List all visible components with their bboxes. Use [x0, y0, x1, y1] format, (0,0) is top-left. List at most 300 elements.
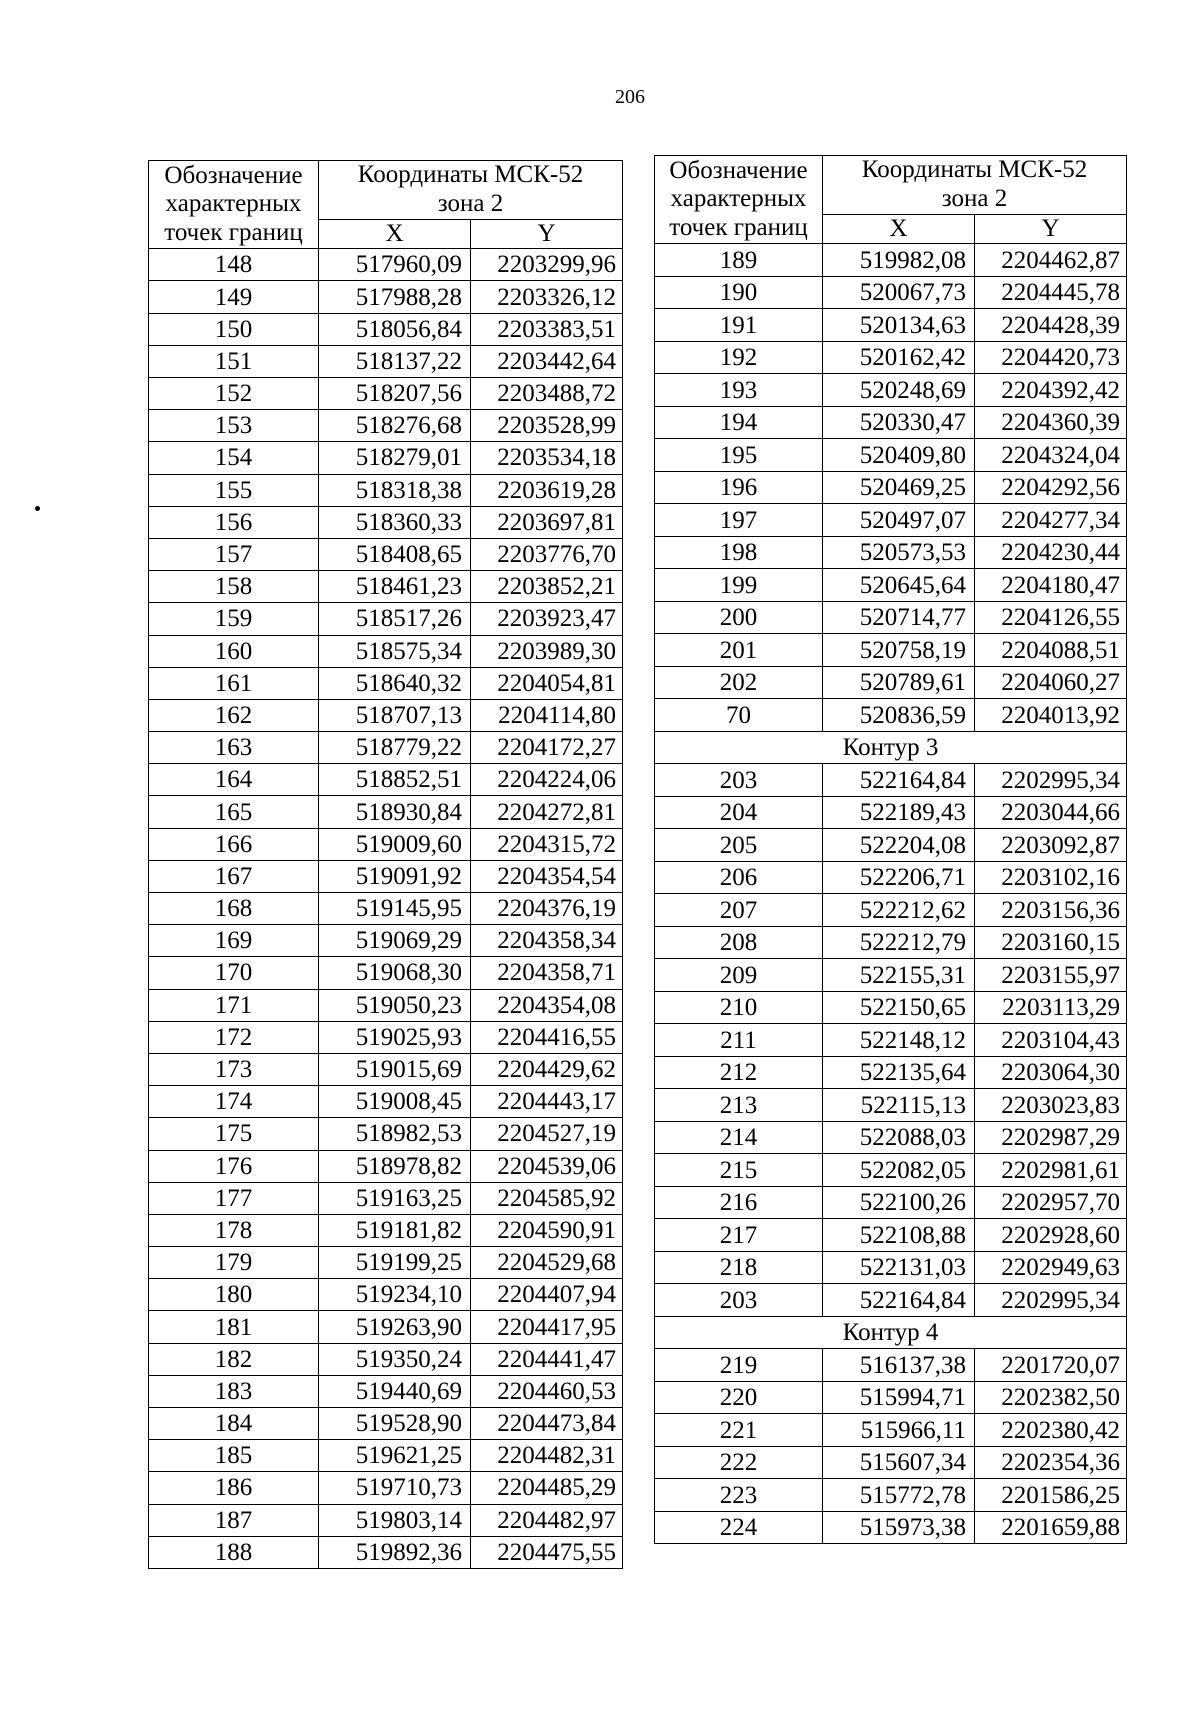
table-row — [655, 1349, 1127, 1382]
y-value: 2204358,34 — [471, 925, 623, 957]
point-id: 223 — [655, 1479, 823, 1512]
x-value: 518779,22 — [319, 732, 471, 764]
table-row — [149, 667, 623, 699]
designation-line: точек границ — [669, 214, 808, 241]
x-value: 519163,25 — [319, 1182, 471, 1214]
table-row — [149, 1279, 623, 1311]
x-value: 519263,90 — [319, 1311, 471, 1343]
point-id: 164 — [149, 764, 319, 796]
table-row — [149, 957, 623, 989]
y-value: 2201720,07 — [975, 1349, 1127, 1382]
table-row — [655, 1219, 1127, 1252]
point-id: 187 — [149, 1504, 319, 1536]
y-value: 2203852,21 — [471, 571, 623, 603]
y-value: 2204416,55 — [471, 1021, 623, 1053]
x-value: 518575,34 — [319, 635, 471, 667]
y-value: 2204482,31 — [471, 1440, 623, 1472]
table-row — [149, 925, 623, 957]
table-row — [655, 1446, 1127, 1479]
table-row — [655, 276, 1127, 309]
y-value: 2204392,42 — [975, 374, 1127, 407]
x-value: 518360,33 — [319, 506, 471, 538]
table-row — [655, 634, 1127, 667]
x-value: 517960,09 — [319, 249, 471, 281]
table-row — [655, 1154, 1127, 1187]
table-row — [149, 506, 623, 538]
y-value: 2204360,39 — [975, 406, 1127, 439]
x-value: 520330,47 — [823, 406, 975, 439]
point-id: 155 — [149, 474, 319, 506]
designation-line: Обозначение — [669, 156, 808, 184]
table-row — [655, 1121, 1127, 1154]
point-id: 202 — [655, 666, 823, 699]
x-value: 520497,07 — [823, 504, 975, 537]
y-value: 2204407,94 — [471, 1279, 623, 1311]
y-value: 2203299,96 — [471, 249, 623, 281]
point-id: 196 — [655, 471, 823, 504]
table-row — [149, 1311, 623, 1343]
y-value: 2204126,55 — [975, 601, 1127, 634]
coordinates-table-right — [654, 155, 1127, 1544]
y-value: 2204180,47 — [975, 569, 1127, 602]
contour-title-row — [655, 1316, 1127, 1349]
y-value: 2202380,42 — [975, 1414, 1127, 1447]
table-row — [655, 536, 1127, 569]
table-row — [149, 313, 623, 345]
table-row — [149, 1086, 623, 1118]
point-id: 198 — [655, 536, 823, 569]
point-id: 216 — [655, 1186, 823, 1219]
y-value: 2204224,06 — [471, 764, 623, 796]
point-id: 205 — [655, 829, 823, 862]
point-id: 159 — [149, 603, 319, 635]
x-value: 519199,25 — [319, 1247, 471, 1279]
y-value: 2203528,99 — [471, 410, 623, 442]
table-row — [655, 1414, 1127, 1447]
point-id: 177 — [149, 1182, 319, 1214]
y-value: 2204443,17 — [471, 1086, 623, 1118]
point-id: 211 — [655, 1024, 823, 1057]
y-value: 2204462,87 — [975, 244, 1127, 277]
table-row — [149, 1053, 623, 1085]
table-row — [655, 406, 1127, 439]
x-value: 522204,08 — [823, 829, 975, 862]
coordinates-header — [823, 156, 1127, 215]
x-value: 518207,56 — [319, 378, 471, 410]
x-value: 520758,19 — [823, 634, 975, 667]
point-id: 193 — [655, 374, 823, 407]
y-value: 2203697,81 — [471, 506, 623, 538]
table-row — [149, 378, 623, 410]
y-value: 2204429,62 — [471, 1053, 623, 1085]
y-value: 2204230,44 — [975, 536, 1127, 569]
x-value: 522150,65 — [823, 991, 975, 1024]
y-value: 2204272,81 — [471, 796, 623, 828]
coordinates-header-line2: зона 2 — [437, 189, 504, 217]
point-id: 183 — [149, 1375, 319, 1407]
table-row — [655, 829, 1127, 862]
x-value: 515966,11 — [823, 1414, 975, 1447]
coordinates-header-line1: Координаты МСК-52 — [861, 156, 1088, 183]
x-value: 519528,90 — [319, 1408, 471, 1440]
table-row — [655, 244, 1127, 277]
coordinates-table-left — [148, 160, 623, 1569]
table-row — [149, 1408, 623, 1440]
table-row — [655, 991, 1127, 1024]
x-value: 520134,63 — [823, 309, 975, 342]
point-id: 167 — [149, 860, 319, 892]
x-value: 522115,13 — [823, 1089, 975, 1122]
point-id: 182 — [149, 1343, 319, 1375]
point-id: 191 — [655, 309, 823, 342]
y-value: 2204585,92 — [471, 1182, 623, 1214]
y-value: 2203619,28 — [471, 474, 623, 506]
table-row — [149, 1472, 623, 1504]
y-header: Y — [471, 219, 623, 249]
x-value: 520469,25 — [823, 471, 975, 504]
x-value: 522206,71 — [823, 861, 975, 894]
table-row — [655, 1024, 1127, 1057]
x-value: 518461,23 — [319, 571, 471, 603]
table-row — [149, 603, 623, 635]
x-value: 519440,69 — [319, 1375, 471, 1407]
point-id: 194 — [655, 406, 823, 439]
point-id: 161 — [149, 667, 319, 699]
y-value: 2202928,60 — [975, 1219, 1127, 1252]
table-row — [149, 635, 623, 667]
x-value: 515772,78 — [823, 1479, 975, 1512]
x-value: 518318,38 — [319, 474, 471, 506]
y-value: 2203383,51 — [471, 313, 623, 345]
x-value: 522131,03 — [823, 1251, 975, 1284]
y-value: 2204527,19 — [471, 1118, 623, 1150]
designation-header — [655, 156, 823, 244]
point-id: 179 — [149, 1247, 319, 1279]
table-row — [149, 1214, 623, 1246]
y-value: 2203326,12 — [471, 281, 623, 313]
point-id: 203 — [655, 764, 823, 797]
table-row — [655, 764, 1127, 797]
table-row — [655, 1251, 1127, 1284]
x-value: 519015,69 — [319, 1053, 471, 1085]
table-row — [149, 893, 623, 925]
coordinates-header-line1: Координаты МСК-52 — [357, 161, 584, 188]
point-id: 162 — [149, 699, 319, 731]
y-value: 2204376,19 — [471, 893, 623, 925]
point-id: 215 — [655, 1154, 823, 1187]
table-row — [149, 1021, 623, 1053]
table-row — [655, 1186, 1127, 1219]
table-row — [149, 1247, 623, 1279]
table-row — [655, 309, 1127, 342]
y-value: 2204013,92 — [975, 699, 1127, 732]
point-id: 156 — [149, 506, 319, 538]
table-row — [655, 471, 1127, 504]
table-row — [149, 1150, 623, 1182]
x-value: 520067,73 — [823, 276, 975, 309]
table-row — [149, 1343, 623, 1375]
x-value: 519803,14 — [319, 1504, 471, 1536]
y-value: 2204460,53 — [471, 1375, 623, 1407]
x-value: 520162,42 — [823, 341, 975, 374]
x-value: 519069,29 — [319, 925, 471, 957]
table-row — [149, 1440, 623, 1472]
point-id: 184 — [149, 1408, 319, 1440]
point-id: 189 — [655, 244, 823, 277]
y-value: 2204354,08 — [471, 989, 623, 1021]
x-value: 520836,59 — [823, 699, 975, 732]
x-value: 515994,71 — [823, 1381, 975, 1414]
x-value: 519181,82 — [319, 1214, 471, 1246]
x-value: 522088,03 — [823, 1121, 975, 1154]
table-row — [149, 1182, 623, 1214]
x-value: 517988,28 — [319, 281, 471, 313]
y-value: 2202382,50 — [975, 1381, 1127, 1414]
point-id: 207 — [655, 894, 823, 927]
x-value: 519234,10 — [319, 1279, 471, 1311]
x-value: 519050,23 — [319, 989, 471, 1021]
x-value: 518852,51 — [319, 764, 471, 796]
table-row — [655, 861, 1127, 894]
point-id: 173 — [149, 1053, 319, 1085]
point-id: 169 — [149, 925, 319, 957]
point-id: 172 — [149, 1021, 319, 1053]
table-row — [655, 926, 1127, 959]
point-id: 165 — [149, 796, 319, 828]
y-value: 2202995,34 — [975, 1284, 1127, 1317]
right-table-body — [655, 244, 1127, 1544]
x-value: 520714,77 — [823, 601, 975, 634]
point-id: 199 — [655, 569, 823, 602]
point-id: 178 — [149, 1214, 319, 1246]
y-value: 2203155,97 — [975, 959, 1127, 992]
y-value: 2204088,51 — [975, 634, 1127, 667]
designation-line: характерных — [670, 185, 807, 213]
y-header: Y — [975, 214, 1127, 244]
y-value: 2204172,27 — [471, 732, 623, 764]
table-row — [655, 959, 1127, 992]
y-value: 2202354,36 — [975, 1446, 1127, 1479]
y-value: 2204428,39 — [975, 309, 1127, 342]
point-id: 224 — [655, 1511, 823, 1544]
x-value: 518279,01 — [319, 442, 471, 474]
y-value: 2203776,70 — [471, 538, 623, 570]
x-value: 518978,82 — [319, 1150, 471, 1182]
x-value: 522148,12 — [823, 1024, 975, 1057]
point-id: 174 — [149, 1086, 319, 1118]
y-value: 2204482,97 — [471, 1504, 623, 1536]
y-value: 2204529,68 — [471, 1247, 623, 1279]
table-row — [655, 1089, 1127, 1122]
x-value: 519982,08 — [823, 244, 975, 277]
point-id: 175 — [149, 1118, 319, 1150]
y-value: 2203102,16 — [975, 861, 1127, 894]
x-value: 519710,73 — [319, 1472, 471, 1504]
point-id: 221 — [655, 1414, 823, 1447]
point-id: 186 — [149, 1472, 319, 1504]
x-value: 519621,25 — [319, 1440, 471, 1472]
table-row — [149, 249, 623, 281]
table-row — [149, 989, 623, 1021]
table-row — [655, 1381, 1127, 1414]
table-row — [149, 281, 623, 313]
table-row — [655, 341, 1127, 374]
table-row — [149, 1375, 623, 1407]
point-id: 210 — [655, 991, 823, 1024]
point-id: 168 — [149, 893, 319, 925]
y-value: 2203064,30 — [975, 1056, 1127, 1089]
x-value: 520789,61 — [823, 666, 975, 699]
y-value: 2202981,61 — [975, 1154, 1127, 1187]
x-value: 522155,31 — [823, 959, 975, 992]
point-id: 222 — [655, 1446, 823, 1479]
table-row — [655, 894, 1127, 927]
y-value: 2201659,88 — [975, 1511, 1127, 1544]
designation-header — [149, 161, 319, 249]
point-id: 180 — [149, 1279, 319, 1311]
point-id: 190 — [655, 276, 823, 309]
x-value: 519025,93 — [319, 1021, 471, 1053]
y-value: 2204485,29 — [471, 1472, 623, 1504]
point-id: 166 — [149, 828, 319, 860]
x-value: 518640,32 — [319, 667, 471, 699]
table-row — [149, 796, 623, 828]
table-row — [655, 601, 1127, 634]
point-id: 201 — [655, 634, 823, 667]
table-row — [149, 764, 623, 796]
point-id: 157 — [149, 538, 319, 570]
point-id: 70 — [655, 699, 823, 732]
table-row — [655, 666, 1127, 699]
point-id: 185 — [149, 1440, 319, 1472]
y-value: 2204114,80 — [471, 699, 623, 731]
x-value: 518408,65 — [319, 538, 471, 570]
x-value: 518137,22 — [319, 345, 471, 377]
point-id: 152 — [149, 378, 319, 410]
x-header: X — [319, 219, 471, 249]
table-row — [149, 1504, 623, 1536]
y-value: 2203104,43 — [975, 1024, 1127, 1057]
x-value: 522100,26 — [823, 1186, 975, 1219]
x-value: 522108,88 — [823, 1219, 975, 1252]
x-value: 520573,53 — [823, 536, 975, 569]
point-id: 160 — [149, 635, 319, 667]
x-value: 518707,13 — [319, 699, 471, 731]
y-value: 2204292,56 — [975, 471, 1127, 504]
table-row — [149, 828, 623, 860]
table-row — [655, 569, 1127, 602]
table-row — [655, 1511, 1127, 1544]
y-value: 2204473,84 — [471, 1408, 623, 1440]
y-value: 2203113,29 — [975, 991, 1127, 1024]
x-value: 516137,38 — [823, 1349, 975, 1382]
y-value: 2204417,95 — [471, 1311, 623, 1343]
y-value: 2202949,63 — [975, 1251, 1127, 1284]
x-value: 522082,05 — [823, 1154, 975, 1187]
y-value: 2203044,66 — [975, 796, 1127, 829]
y-value: 2204060,27 — [975, 666, 1127, 699]
page-number: 206 — [615, 86, 645, 108]
y-value: 2203534,18 — [471, 442, 623, 474]
x-value: 519145,95 — [319, 893, 471, 925]
coordinates-header — [319, 161, 623, 220]
y-value: 2203092,87 — [975, 829, 1127, 862]
x-value: 519892,36 — [319, 1536, 471, 1568]
table-row — [655, 1479, 1127, 1512]
x-value: 522164,84 — [823, 764, 975, 797]
point-id: 203 — [655, 1284, 823, 1317]
coordinates-header-line2: зона 2 — [941, 184, 1008, 212]
contour-title: Контур 3 — [655, 731, 1127, 764]
table-row — [655, 439, 1127, 472]
x-value: 518930,84 — [319, 796, 471, 828]
y-value: 2203923,47 — [471, 603, 623, 635]
point-id: 209 — [655, 959, 823, 992]
table-row — [149, 699, 623, 731]
point-id: 200 — [655, 601, 823, 634]
x-value: 518056,84 — [319, 313, 471, 345]
point-id: 220 — [655, 1381, 823, 1414]
table-row — [149, 1118, 623, 1150]
x-value: 518982,53 — [319, 1118, 471, 1150]
x-value: 522212,62 — [823, 894, 975, 927]
x-value: 522135,64 — [823, 1056, 975, 1089]
x-header: X — [823, 214, 975, 244]
point-id: 212 — [655, 1056, 823, 1089]
point-id: 176 — [149, 1150, 319, 1182]
x-value: 518276,68 — [319, 410, 471, 442]
table-row — [655, 374, 1127, 407]
left-table-body — [149, 249, 623, 1569]
x-value: 519068,30 — [319, 957, 471, 989]
table-row — [149, 410, 623, 442]
point-id: 163 — [149, 732, 319, 764]
x-value: 522189,43 — [823, 796, 975, 829]
point-id: 206 — [655, 861, 823, 894]
y-value: 2204054,81 — [471, 667, 623, 699]
table-row — [149, 538, 623, 570]
y-value: 2203023,83 — [975, 1089, 1127, 1122]
table-row — [149, 474, 623, 506]
point-id: 151 — [149, 345, 319, 377]
point-id: 148 — [149, 249, 319, 281]
x-value: 519009,60 — [319, 828, 471, 860]
y-value: 2202957,70 — [975, 1186, 1127, 1219]
point-id: 208 — [655, 926, 823, 959]
designation-line: Обозначение — [164, 161, 303, 189]
y-value: 2204539,06 — [471, 1150, 623, 1182]
point-id: 171 — [149, 989, 319, 1021]
x-value: 522164,84 — [823, 1284, 975, 1317]
y-value: 2203156,36 — [975, 894, 1127, 927]
table-row — [655, 1284, 1127, 1317]
table-row — [149, 860, 623, 892]
y-value: 2204354,54 — [471, 860, 623, 892]
point-id: 150 — [149, 313, 319, 345]
point-id: 192 — [655, 341, 823, 374]
table-row — [149, 571, 623, 603]
y-value: 2203989,30 — [471, 635, 623, 667]
contour-title: Контур 4 — [655, 1316, 1127, 1349]
x-value: 520409,80 — [823, 439, 975, 472]
table-row — [149, 442, 623, 474]
y-value: 2204358,71 — [471, 957, 623, 989]
x-value: 518517,26 — [319, 603, 471, 635]
y-value: 2204445,78 — [975, 276, 1127, 309]
y-value: 2204315,72 — [471, 828, 623, 860]
designation-line: точек границ — [164, 219, 303, 246]
point-id: 218 — [655, 1251, 823, 1284]
